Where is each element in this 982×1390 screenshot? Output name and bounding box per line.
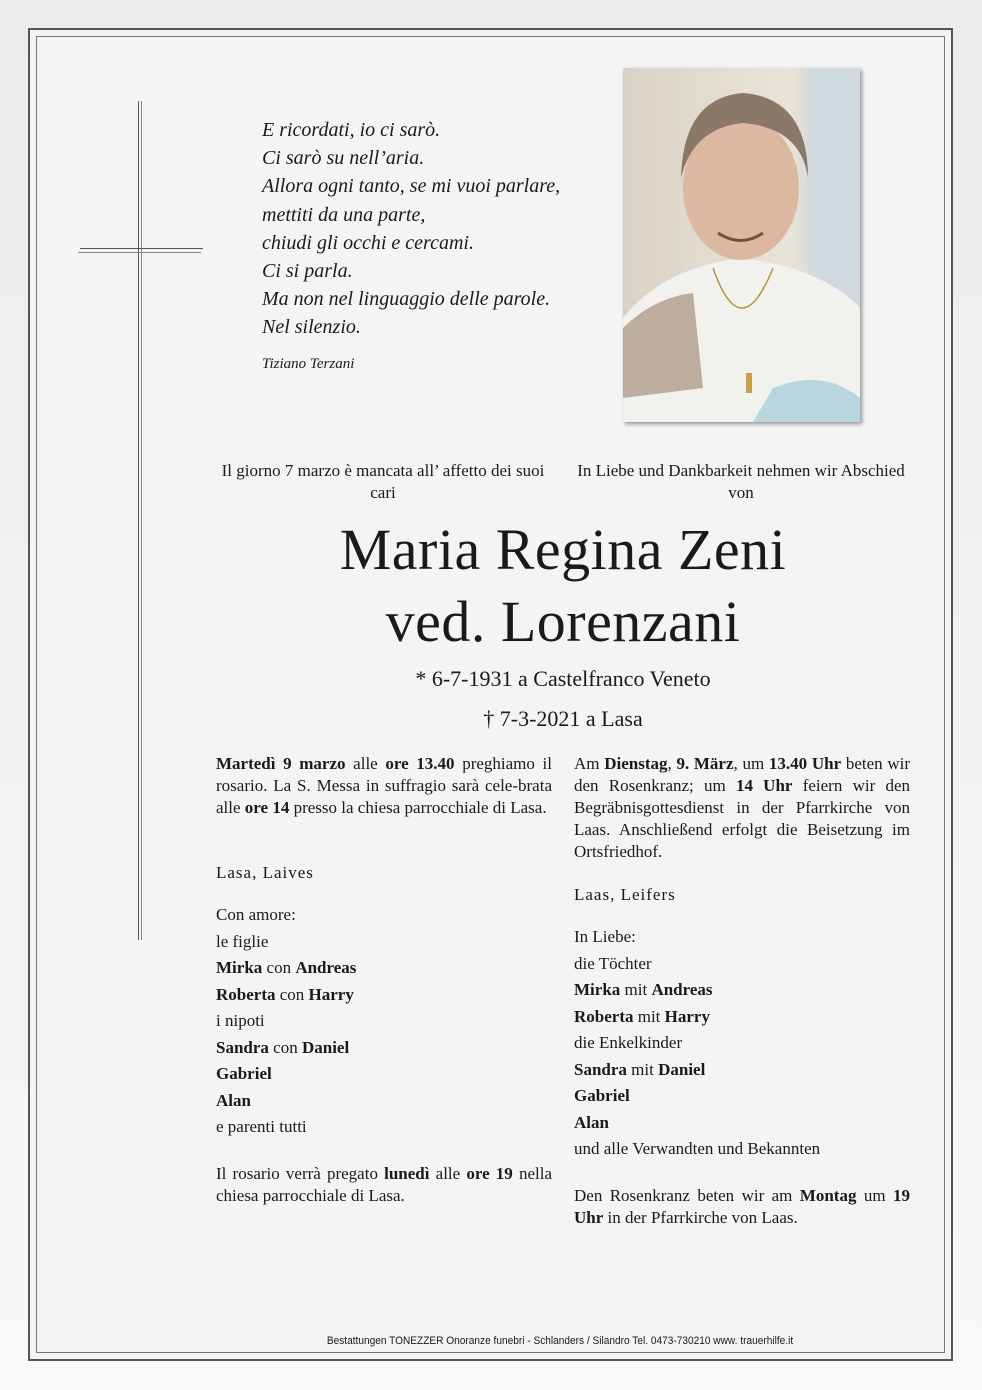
text-segment: in der Pfarrkirche von Laas. [603,1207,798,1227]
text-segment: Andreas [651,980,713,999]
list-item [216,1037,552,1064]
list-item [574,1032,910,1059]
poem-author: Tiziano Terzani [262,355,355,372]
text-segment: preghiamo il rosario. La S. Messa in suffragio sarà cele-brata alle [216,754,552,817]
text-segment: die Töchter [574,953,652,973]
text-segment: um [856,1185,893,1205]
text-segment: die Enkelkinder [574,1033,683,1052]
place-it: Lasa, Laives [216,863,314,882]
text-segment: ore 19 [466,1163,513,1183]
text-segment: mit [620,980,652,999]
text-segment: 13.40 Uhr [768,754,842,773]
text-segment: Harry [664,1006,710,1026]
text-segment: Il rosario verrà pregato [216,1163,385,1183]
list-item [574,953,910,980]
text-segment: Sandra [216,1037,269,1057]
text-segment: mit [633,1006,665,1026]
text-segment: le figlie [216,931,269,951]
birth-date: * 6-7-1931 a Castelfranco Veneto [415,666,711,691]
list-item [574,1059,910,1086]
text-segment: i nipoti [216,1011,265,1030]
text-segment: con [262,958,296,977]
family-list-it [216,904,552,1143]
text-segment: und alle Verwandten und Bekannten [574,1139,821,1158]
list-item [216,957,552,984]
list-item [216,1010,552,1037]
poem-line: Ci si parla. [262,260,353,283]
text-segment: 19 Uhr [574,1185,910,1227]
text-segment: 14 Uhr [735,776,793,795]
text-segment: Roberta [574,1006,634,1026]
poem-line: mettiti da una parte, [262,203,426,226]
service-text-it [216,753,552,819]
text-segment: , um [733,754,769,773]
place-de: Laas, Leifers [574,885,676,904]
text-segment: Dienstag [604,754,668,773]
poem-line: Ma non nel linguaggio delle parole. [262,288,551,311]
poem-line: Ci sarò su nell’aria. [262,147,425,170]
list-item [574,979,910,1006]
german-column [574,753,910,1229]
family-list-de [574,926,910,1165]
text-segment: Montag [799,1185,857,1205]
text-segment: In Liebe: [574,927,636,946]
text-segment: Daniel [658,1059,706,1079]
name-line-1: Maria Regina Zeni [339,517,787,582]
text-segment: presso la chiesa parrocchiale di Lasa. [289,798,547,817]
poem [262,116,560,378]
text-segment: lunedì [384,1163,430,1183]
text-segment: nella chiesa parrocchiale di Lasa. [216,1163,552,1205]
poem-line: E ricordati, io ci sarò. [262,119,441,141]
portrait-photo [623,68,860,422]
service-text-de [574,753,910,863]
text-segment: ore 13.40 [385,754,455,773]
text-segment: beten wir den Rosenkranz; um [574,754,911,795]
intro-german: In Liebe und Dankbarkeit nehmen wir Abschied von [577,461,905,502]
name-line-2: ved. Lorenzani [385,589,741,654]
poem-line: chiudi gli occhi e cercami. [262,231,474,254]
text-segment: Andreas [295,958,357,977]
list-item [216,931,552,958]
text-segment: alle [429,1163,467,1183]
text-segment: Harry [308,984,354,1004]
list-item [216,1116,552,1143]
text-segment: con [275,984,309,1004]
deceased-name [180,514,946,658]
text-segment: feiern wir den Begräbnisgottesdienst in der Pfarrkirche von Laas. Anschließend erfolgt die Beisetzung im Ortsfriedhof. [574,776,911,861]
text-segment: con [268,1037,302,1057]
text-segment: ore 14 [244,798,290,817]
list-item [216,1063,552,1090]
list-item [574,1085,910,1112]
text-segment: Mirka [216,958,263,977]
text-segment: Gabriel [216,1064,272,1083]
list-item [216,984,552,1011]
rosary-text-it [216,1163,552,1207]
text-segment: Mirka [574,980,621,999]
italian-column [216,753,552,1207]
text-segment: Alan [216,1090,251,1110]
intro-italian: Il giorno 7 marzo è mancata all’ affetto dei suoi cari [221,461,545,502]
text-segment: Am [574,754,605,773]
poem-line: Allora ogni tanto, se mi vuoi parlare, [262,175,561,198]
poem-line: Nel silenzio. [262,316,361,339]
death-date: † 7-3-2021 a Lasa [483,706,643,731]
list-item [574,926,910,953]
text-segment: , [667,754,677,773]
text-segment: mit [626,1059,659,1079]
list-item [574,1006,910,1033]
text-segment: Con amore: [216,905,296,924]
rosary-text-de [574,1185,910,1229]
text-segment: Den Rosenkranz beten wir am [574,1185,800,1205]
list-item [216,1090,552,1117]
text-segment: Martedì 9 marzo [216,754,346,773]
text-segment: 9. März [676,754,734,773]
list-item [216,904,552,931]
text-segment: Sandra [574,1059,627,1079]
list-item [574,1112,910,1139]
text-segment: Daniel [301,1037,350,1057]
text-segment: Alan [574,1112,609,1132]
text-segment: Roberta [216,984,276,1004]
text-segment: Gabriel [574,1086,630,1105]
list-item [574,1138,910,1165]
text-segment: e parenti tutti [216,1117,307,1136]
footer-undertaker: Bestattungen TONEZZER Onoranze funebri - Schlanders / Silandro Tel. 0473-730210 www. trauerhilfe.it [326,1335,794,1347]
text-segment: alle [345,754,386,773]
